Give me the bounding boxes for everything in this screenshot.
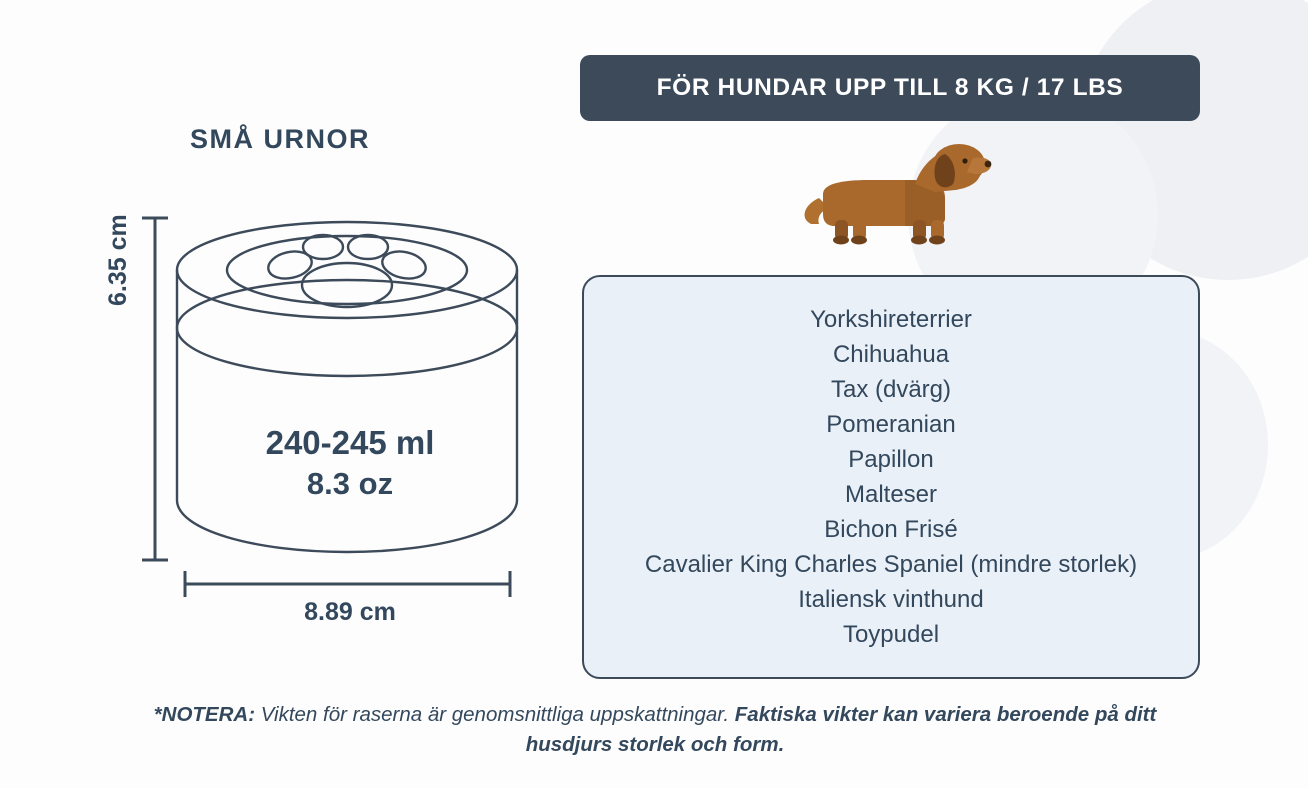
list-item: Yorkshireterrier: [810, 306, 972, 333]
list-item: Papillon: [848, 446, 934, 473]
list-item: Chihuahua: [832, 341, 950, 368]
urn-size-title: SMÅ URNOR: [190, 124, 370, 154]
paw-print-icon: [266, 235, 428, 307]
urn-volume: [160, 422, 540, 504]
urn-diagram-panel: [0, 0, 560, 700]
weight-range-header: FÖR HUNDAR UPP TILL 8 KG / 17 LBS: [580, 55, 1200, 121]
disclaimer-bold-text: Faktiska vikter kan variera beroende på ditt husdjurs storlek och form.: [525, 703, 1157, 757]
list-item: Italiensk vinthund: [798, 586, 984, 613]
disclaimer-prefix: *NOTERA:: [153, 703, 256, 726]
urn-volume-oz: 8.3 oz: [306, 466, 394, 502]
width-dimension-line: [185, 571, 510, 597]
disclaimer-text: Vikten för raserna är genomsnittliga uppskattningar.: [255, 703, 735, 726]
dachshund-illustration: [795, 132, 995, 252]
list-item: Malteser: [844, 481, 938, 508]
height-dimension-line: [142, 218, 168, 560]
urn-volume-ml: 240-245 ml: [265, 424, 435, 461]
list-item: Cavalier King Charles Spaniel (mindre storlek): [644, 551, 1138, 578]
urn-height-label: 6.35 cm: [104, 214, 132, 306]
list-item: Toypudel: [842, 621, 940, 648]
list-item: Tax (dvärg): [830, 376, 952, 403]
list-item: Bichon Frisé: [824, 516, 958, 543]
urn-width-label: 8.89 cm: [304, 598, 396, 626]
breed-list-panel: [582, 275, 1200, 679]
list-item: Pomeranian: [826, 411, 956, 438]
disclaimer-note: [120, 700, 1190, 761]
